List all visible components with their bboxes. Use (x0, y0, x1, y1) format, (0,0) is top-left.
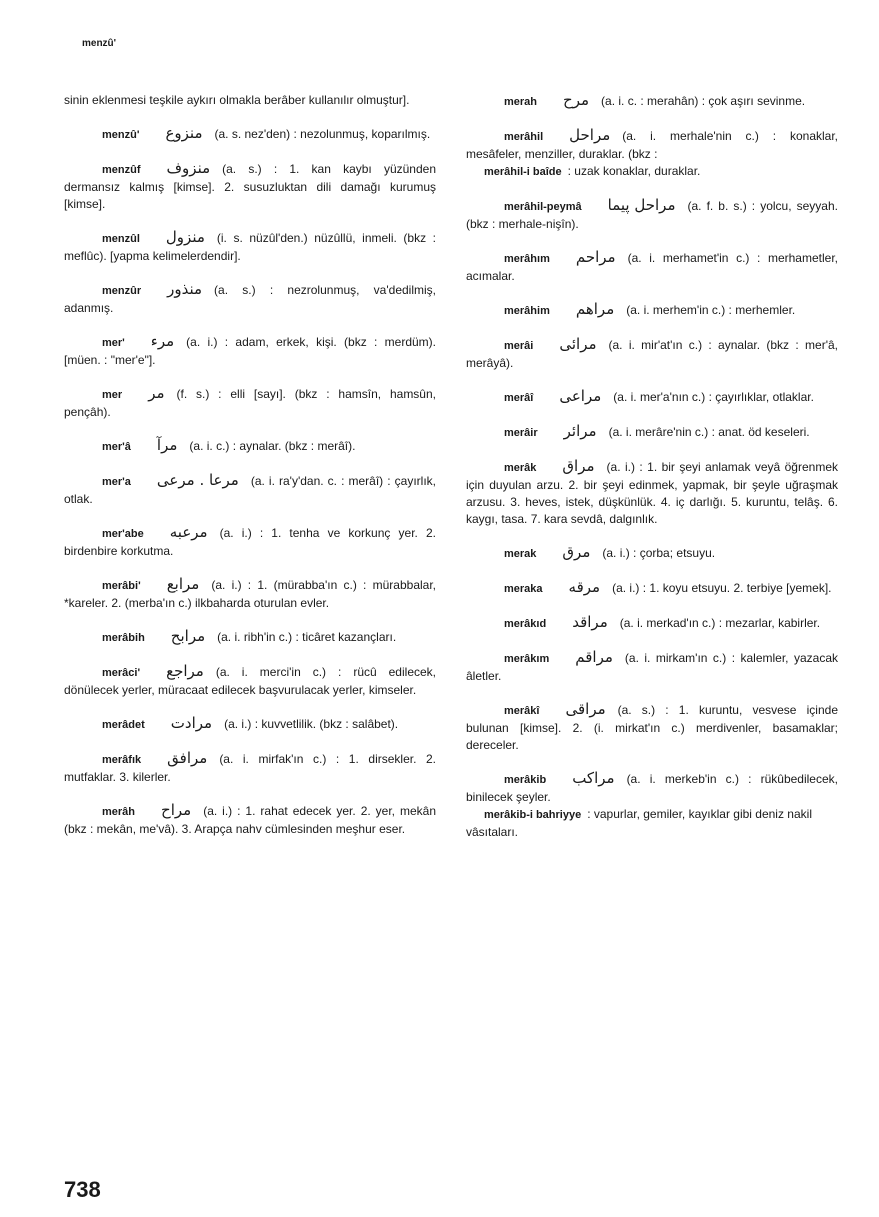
entry-arabic-script: مرادت (170, 714, 213, 732)
entry-arabic-script: مرح (563, 91, 590, 109)
sub-entry-definition: : uzak konaklar, duraklar. (567, 164, 701, 178)
dictionary-entry (64, 229, 436, 265)
entry-headword: merâhil-peymâ (504, 201, 582, 213)
entry-arabic-script: مرق (562, 543, 591, 561)
entry-headword: menzû' (102, 129, 140, 141)
dictionary-entry (466, 701, 838, 754)
entry-definition: (a. i.) : 1. bir şeyi anlamak veyâ öğrenmek için duyulan arzu. 2. bir şeyi edinmek, yapmak, bir şeyle uğraşmak arzusu. 3. heves, istek, düşkünlük. 4. iç darlığı. 5. kuruntu, telâş. 6. kaygı, tasa. 7. kara sevdâ, dalgınlık. (466, 460, 838, 526)
entry-definition: (a. i. mirfak'ın c.) : 1. dirsekler. 2. mutfaklar. 3. kilerler. (64, 752, 436, 784)
entry-arabic-script: منزوف (166, 159, 211, 177)
entry-definition: (a. s.) : 1. kuruntu, vesvese içinde bulunan [kimse]. 2. (i. mirkat'ın c.) merdivenler, basamaklar; dereceler. (466, 703, 838, 752)
entry-headword: mer'abe (102, 528, 144, 540)
dictionary-entry (64, 281, 436, 317)
entry-definition: (i. s. nüzûl'den.) nüzûllü, inmeli. (bkz : meflûc). [yapma kelimelerdendir]. (64, 231, 436, 263)
entry-arabic-script: مر (148, 384, 165, 402)
entry-headword: meraka (504, 583, 543, 595)
entry-definition: (a. i. merhem'in c.) : merhemler. (626, 303, 796, 317)
entry-headword: merâci' (102, 667, 141, 679)
entry-definition: (a. i.) : 1. koyu etsuyu. 2. terbiye [yemek]. (612, 581, 832, 595)
dictionary-entry (64, 628, 436, 647)
entry-definition: (a. i. merhale'nin c.) : konaklar, mesâfeler, menziller, duraklar. (bkz : (466, 129, 838, 161)
entry-headword: merâdet (102, 719, 145, 731)
entry-definition: (f. s.) : elli [sayı]. (bkz : hamsîn, hamsûn, pençâh). (64, 387, 436, 419)
entry-arabic-script: مراقد (572, 613, 608, 631)
entry-headword: mer'a (102, 476, 131, 488)
running-head: menzû' (82, 38, 117, 49)
dictionary-entry (466, 92, 838, 111)
entry-headword: merâhim (504, 305, 550, 317)
entry-arabic-script: مراحل (569, 126, 611, 144)
dictionary-entry (466, 544, 838, 563)
entry-definition: (a. i. merâre'nin c.) : anat. öd keseleri. (608, 425, 810, 439)
sub-entry-headword: merâhil-i baîde (484, 166, 562, 178)
dictionary-entry (64, 663, 436, 699)
dictionary-entry (466, 649, 838, 685)
dictionary-entry (64, 715, 436, 734)
continuation-text: sinin eklenmesi teşkile aykırı olmakla berâber kullanılır olmuştur]. (64, 93, 410, 107)
entry-definition: (a. i. merci'in c.) : rücû edilecek, dönülecek yerler, müracaat edilecek başvurulacak yerler, kimseler. (64, 665, 436, 697)
entry-arabic-script: مراحم (575, 248, 616, 266)
dictionary-entry (64, 576, 436, 612)
entry-arabic-script: مرقه (568, 578, 601, 596)
entry-definition: (a. i. merhamet'in c.) : merhametler, acımalar. (466, 251, 838, 283)
entry-headword: mer'â (102, 441, 131, 453)
entry-arabic-script: مراجع (166, 662, 204, 680)
entry-definition: (a. i.) : 1. tenha ve korkunç yer. 2. birdenbire korkutma. (64, 526, 436, 558)
entry-arabic-script: مرابع (166, 575, 200, 593)
entry-headword: merâkıd (504, 618, 547, 630)
dictionary-entry (466, 388, 838, 407)
entry-headword: merâbih (102, 632, 145, 644)
dictionary-entry (64, 802, 436, 838)
entry-arabic-script: منذور (167, 280, 203, 298)
sub-entry (466, 806, 838, 841)
entry-headword: merâî (504, 392, 534, 404)
entry-headword: merâkî (504, 705, 540, 717)
sub-entry (466, 163, 838, 181)
entry-arabic-script: مرعا . مرعى (156, 471, 239, 489)
entry-arabic-script: مرء (150, 332, 175, 350)
entry-headword: mer' (102, 337, 125, 349)
entry-arabic-script: مرعبه (169, 523, 208, 541)
left-entries (64, 125, 436, 838)
entry-arabic-script: مرافق (167, 749, 208, 767)
dictionary-entry (64, 125, 436, 144)
entry-headword: merâkib (504, 774, 547, 786)
entry-definition: (a. i.) : 1. (mürabba'ın c.) : mürabbalar, *kareler. 2. (merba'ın c.) ilkbaharda oturulan evler. (64, 578, 436, 610)
dictionary-entry (466, 336, 838, 372)
dictionary-entry (466, 458, 838, 528)
dictionary-entry (466, 423, 838, 442)
right-column (466, 92, 838, 857)
entry-definition: (a. i. ribh'in c.) : ticâret kazançları. (217, 630, 397, 644)
dictionary-entry (466, 301, 838, 320)
entry-arabic-script: مراهم (575, 300, 615, 318)
entry-headword: merâi (504, 340, 534, 352)
entry-headword: merak (504, 548, 537, 560)
dictionary-entry (466, 579, 838, 598)
entry-headword: merâhım (504, 253, 550, 265)
entry-headword: merah (504, 96, 538, 108)
entry-arabic-script: مرائى (559, 335, 597, 353)
entry-headword: merâh (102, 806, 136, 818)
entry-definition: (a. i. merkad'ın c.) : mezarlar, kabirler. (619, 616, 821, 630)
entry-headword: menzûr (102, 285, 142, 297)
dictionary-entry (466, 614, 838, 633)
entry-definition: (a. s.) : 1. kan kaybı yüzünden dermansız kalmış [kimse]. 2. susuzluktan dili damağı kurumuş [kimse]. (64, 162, 436, 211)
entry-arabic-script: مراح (161, 801, 192, 819)
entry-arabic-script: مراكب (572, 769, 615, 787)
dictionary-entry (466, 249, 838, 285)
page-number: 738 (64, 1177, 101, 1202)
dictionary-entry (466, 770, 838, 806)
entry-headword: menzûl (102, 233, 140, 245)
entry-definition: (a. f. b. s.) : yolcu, seyyah. (bkz : merhale-nişîn). (466, 199, 838, 231)
dictionary-entry (64, 385, 436, 421)
entry-headword: merâir (504, 427, 538, 439)
dictionary-entry (64, 333, 436, 369)
entry-definition: (a. i. mer'a'nın c.) : çayırlıklar, otlaklar. (613, 390, 814, 404)
entry-arabic-script: مراقى (565, 700, 606, 718)
dictionary-entry (64, 160, 436, 213)
dictionary-entry (466, 127, 838, 163)
entry-arabic-script: مراقم (575, 648, 613, 666)
entry-definition: (a. i. mirkam'ın c.) : kalemler, yazacak âletler. (466, 651, 838, 683)
entry-definition: (a. i. mir'at'ın c.) : aynalar. (bkz : mer'â, merâyâ). (466, 338, 838, 370)
dictionary-entry (64, 524, 436, 560)
entry-definition: (a. i. merkeb'in c.) : rükûbedilecek, binilecek şeyler. (466, 772, 838, 804)
entry-arabic-script: مرائر (563, 422, 597, 440)
entry-definition: (a. s. nez'den) : nezolunmuş, koparılmış. (214, 127, 431, 141)
entry-definition: (a. i.) : kuvvetlilik. (bkz : salâbet). (224, 717, 399, 731)
entry-definition: (a. i.) : 1. rahat edecek yer. 2. yer, mekân (bkz : mekân, me'vâ). 3. Arapça nahv cümlesinden meşhur eser. (64, 804, 436, 836)
entry-definition: (a. i.) : adam, erkek, kişi. (bkz : merdüm). [müen. : "mer'e"]. (64, 335, 436, 367)
sub-entry-headword: merâkib-i bahriyye (484, 809, 582, 821)
left-column (64, 92, 436, 854)
entry-definition: (a. i. ra'y'dan. c. : merâî) : çayırlık, otlak. (64, 474, 436, 506)
entry-headword: mer (102, 389, 123, 401)
entry-headword: merâbi' (102, 580, 141, 592)
entry-arabic-script: منزوع (165, 124, 203, 142)
entry-definition: (a. i.) : çorba; etsuyu. (602, 546, 716, 560)
right-entries (466, 92, 838, 841)
entry-definition: (a. i. c.) : aynalar. (bkz : merâî). (189, 439, 356, 453)
entry-arabic-script: مراحل پيما (607, 196, 676, 214)
entry-headword: menzûf (102, 164, 141, 176)
sub-entry-definition: : vapurlar, gemiler, kayıklar gibi deniz nakil vâsıtaları. (466, 807, 812, 839)
entry-headword: merâk (504, 462, 537, 474)
entry-definition: (a. i. c. : merahân) : çok aşırı sevinme. (601, 94, 806, 108)
entry-headword: merâfık (102, 754, 142, 766)
entry-headword: merâkım (504, 653, 550, 665)
dictionary-entry (64, 472, 436, 508)
dictionary-entry (466, 197, 838, 233)
dictionary-entry (64, 437, 436, 456)
entry-arabic-script: منزول (165, 228, 205, 246)
dictionary-entry (64, 750, 436, 786)
entry-arabic-script: مراعى (559, 387, 602, 405)
entry-arabic-script: مراق (562, 457, 595, 475)
entry-definition: (a. s.) : nezrolunmuş, va'dedilmiş, adanmış. (64, 283, 436, 315)
entry-headword: merâhil (504, 131, 544, 143)
entry-arabic-script: مرآ (156, 436, 178, 454)
entry-arabic-script: مرابح (170, 627, 206, 645)
